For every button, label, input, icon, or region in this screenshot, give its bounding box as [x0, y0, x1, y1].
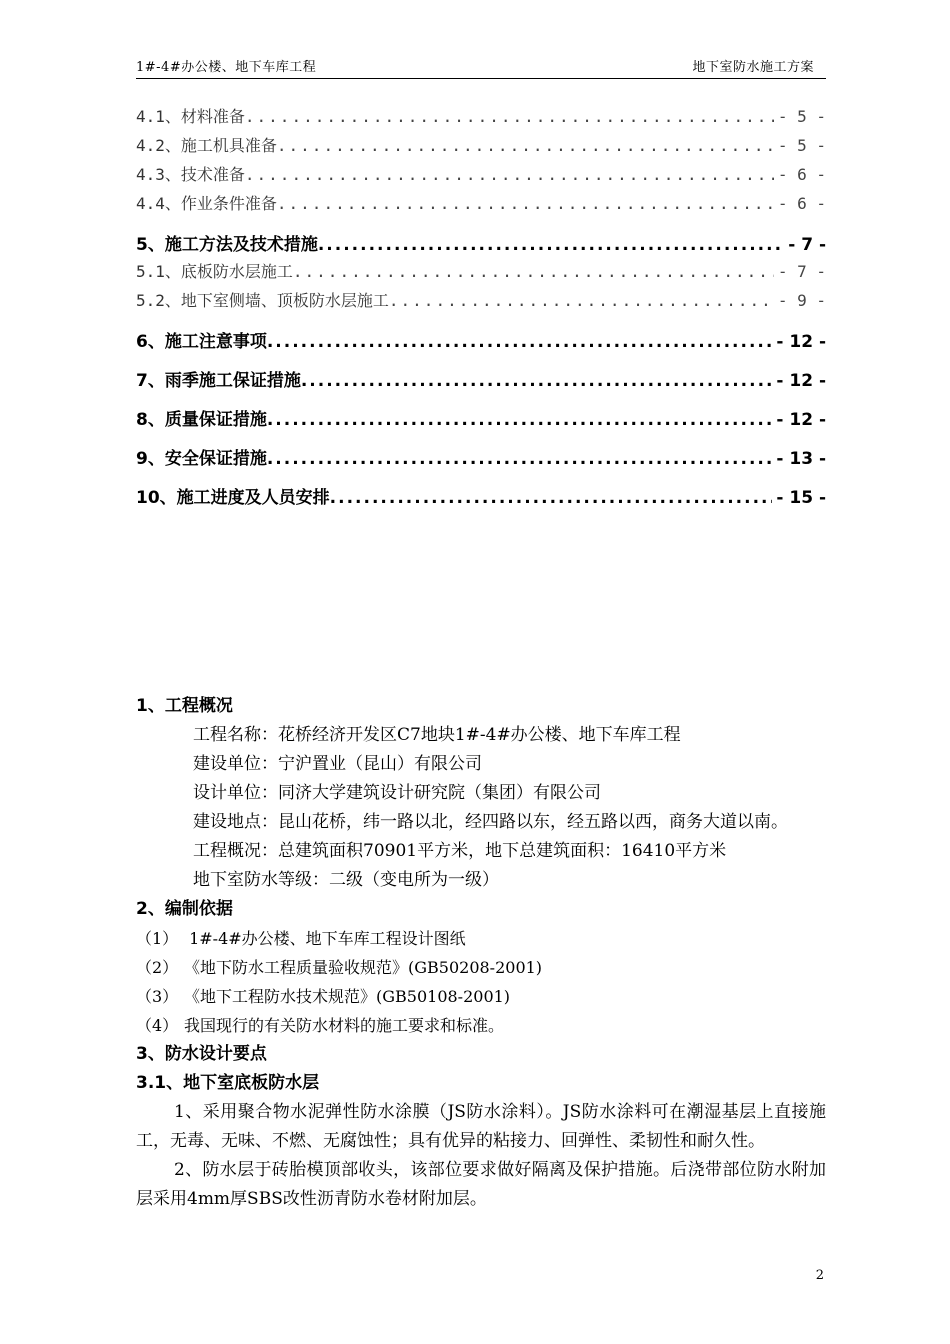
toc-entry-page: - 7 -: [788, 235, 826, 255]
toc-entry[interactable]: [136, 220, 826, 259]
toc-entry-title: 5.2、地下室侧墙、顶板防水层施工: [136, 291, 389, 310]
toc-entry-title: 7、雨季施工保证措施: [136, 371, 301, 391]
reference-number: （2）: [136, 958, 179, 977]
reference-number: （1）: [136, 929, 179, 948]
toc-entry-title: 10、施工进度及人员安排: [136, 488, 330, 508]
reference-item: [136, 982, 826, 1011]
toc-entry[interactable]: [136, 133, 826, 162]
toc-leader-dots: [267, 410, 773, 430]
toc-entry[interactable]: [136, 288, 826, 317]
project-info-line: 建设地点：昆山花桥，纬一路以北，经四路以东，经五路以西，商务大道以南。: [193, 812, 788, 832]
toc-leader-dots: [293, 262, 774, 281]
toc-leader-dots: [301, 371, 773, 391]
toc-entry[interactable]: [136, 395, 826, 434]
toc-entry-title: 4.4、作业条件准备: [136, 194, 277, 213]
toc-entry-page: - 6 -: [777, 165, 826, 184]
table-of-contents: [136, 104, 826, 512]
reference-text: 《地下防水工程质量验收规范》(GB50208-2001): [184, 958, 543, 977]
toc-leader-dots: [267, 332, 773, 352]
toc-entry[interactable]: [136, 434, 826, 473]
toc-entry[interactable]: [136, 356, 826, 395]
reference-text: 我国现行的有关防水材料的施工要求和标准。: [184, 1016, 505, 1035]
toc-entry-page: - 13 -: [776, 449, 826, 469]
toc-entry-title: 8、质量保证措施: [136, 410, 267, 430]
toc-entry-title: 4.2、施工机具准备: [136, 136, 277, 155]
toc-entry-page: - 12 -: [776, 332, 826, 352]
toc-leader-dots: [330, 488, 773, 508]
body-paragraph: 2、防水层于砖胎模顶部收头，该部位要求做好隔离及保护措施。后浇带部位防水附加层采用4mm厚SBS改性沥青防水卷材附加层。: [136, 1160, 826, 1209]
body-paragraph: 1、采用聚合物水泥弹性防水涂膜（JS防水涂料）。JS防水涂料可在潮湿基层上直接施工，无毒、无味、不燃、无腐蚀性；具有优异的粘接力、回弹性、柔韧性和耐久性。: [136, 1102, 826, 1151]
toc-leader-dots: [389, 291, 774, 310]
reference-item: [136, 924, 826, 953]
header-project-name: 1#-4#办公楼、地下车库工程: [136, 60, 317, 75]
toc-entry-page: - 15 -: [776, 488, 826, 508]
toc-entry-page: - 9 -: [777, 291, 826, 310]
toc-entry-title: 4.3、技术准备: [136, 165, 245, 184]
toc-entry-title: 9、安全保证措施: [136, 449, 267, 469]
project-info-line: 建设单位：宁沪置业（昆山）有限公司: [193, 754, 482, 774]
toc-entry-page: - 5 -: [777, 136, 826, 155]
reference-item: [136, 1011, 826, 1040]
toc-leader-dots: [245, 107, 774, 126]
project-info-line: 地下室防水等级：二级（变电所为一级）: [193, 870, 499, 890]
toc-entry-page: - 7 -: [777, 262, 826, 281]
toc-entry-page: - 5 -: [777, 107, 826, 126]
toc-entry-page: - 12 -: [776, 371, 826, 391]
toc-entry[interactable]: [136, 162, 826, 191]
header-document-title: 地下室防水施工方案: [692, 60, 814, 75]
toc-entry-title: 5、施工方法及技术措施: [136, 235, 318, 255]
subsection-heading: 3.1、地下室底板防水层: [136, 1073, 320, 1093]
header-divider: [136, 78, 826, 79]
section-heading: 3、防水设计要点: [136, 1044, 267, 1064]
reference-number: （3）: [136, 987, 179, 1006]
toc-leader-dots: [245, 165, 774, 184]
toc-entry[interactable]: [136, 104, 826, 133]
toc-leader-dots: [267, 449, 773, 469]
toc-leader-dots: [277, 194, 774, 213]
reference-item: [136, 953, 826, 982]
toc-leader-dots: [318, 235, 784, 255]
document-body: [136, 692, 826, 1214]
reference-number: （4）: [136, 1016, 179, 1035]
section-heading: 2、编制依据: [136, 899, 233, 919]
toc-leader-dots: [277, 136, 774, 155]
section-heading: 1、工程概况: [136, 696, 233, 716]
toc-entry-page: - 6 -: [777, 194, 826, 213]
project-info-line: 工程名称：花桥经济开发区C7地块1#-4#办公楼、地下车库工程: [193, 725, 681, 745]
reference-text: 1#-4#办公楼、地下车库工程设计图纸: [184, 929, 466, 948]
toc-entry-page: - 12 -: [776, 410, 826, 430]
project-info-line: 设计单位：同济大学建筑设计研究院（集团）有限公司: [193, 783, 601, 803]
toc-entry-title: 5.1、底板防水层施工: [136, 262, 293, 281]
toc-entry[interactable]: [136, 259, 826, 288]
toc-entry-title: 6、施工注意事项: [136, 332, 267, 352]
toc-entry[interactable]: [136, 191, 826, 220]
reference-text: 《地下工程防水技术规范》(GB50108-2001): [184, 987, 511, 1006]
toc-entry[interactable]: [136, 473, 826, 512]
project-info-line: 工程概况：总建筑面积70901平方米，地下总建筑面积：16410平方米: [193, 841, 727, 861]
page-number: 2: [815, 1268, 824, 1283]
toc-entry[interactable]: [136, 317, 826, 356]
toc-entry-title: 4.1、材料准备: [136, 107, 245, 126]
